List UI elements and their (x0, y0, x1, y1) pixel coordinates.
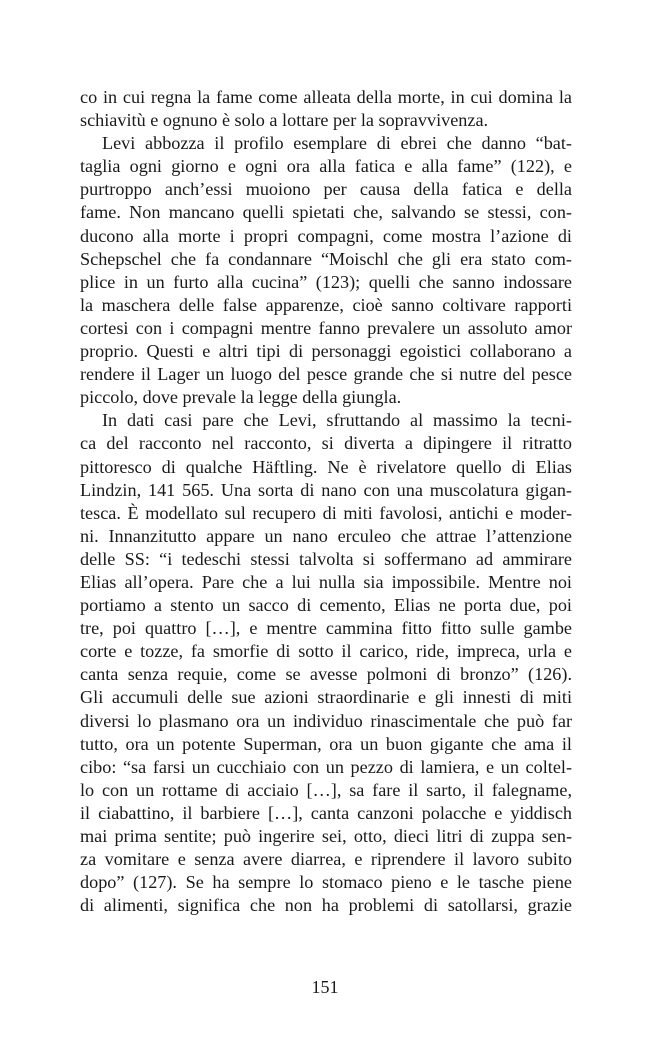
text-line: di alimenti, significa che non ha problemi di satollarsi, grazie (80, 895, 572, 916)
text-line: piccolo, dove prevale la legge della giungla. (80, 387, 402, 408)
text-line: Elias all’opera. Pare che a lui nulla sia impossibile. Mentre noi (80, 571, 572, 592)
text-line: plice in un furto alla cucina” (123); quelli che sanno indossare (80, 271, 572, 292)
text-line: pittoresco di qualche Häftling. Ne è rivelatore quello di Elias (80, 456, 572, 477)
text-line: tre, poi quattro […], e mentre cammina fitto fitto sulle gambe (80, 618, 572, 639)
text-line: lo con un rottame di acciaio […], sa fare il sarto, il falegname, (80, 779, 572, 800)
text-line: proprio. Questi e altri tipi di personaggi egoistici collaborano a (80, 341, 572, 362)
text-line: co in cui regna la fame come alleata della morte, in cui domina la (80, 87, 572, 107)
text-line: purtroppo anch’essi muoiono per causa della fatica e della (80, 179, 572, 200)
text-line: ca del racconto nel racconto, si diverta a dipingere il ritratto (80, 433, 572, 454)
text-line: Gli accumuli delle sue azioni straordinarie e gli innesti di miti (80, 687, 572, 708)
text-line: Lindzin, 141 565. Una sorta di nano con una muscolatura gigan- (80, 479, 572, 500)
page-number: 151 (311, 977, 339, 997)
text-line: mai prima sentite; può ingerire sei, otto, dieci litri di zuppa sen- (80, 826, 572, 846)
text-line: portiamo a stento un sacco di cemento, Elias ne porta due, poi (80, 595, 572, 616)
text-line: ducono alla morte i propri compagni, come mostra l’azione di (80, 225, 572, 246)
text-line: dopo” (127). Se ha sempre lo stomaco pieno e le tasche piene (80, 872, 572, 893)
text-line: canta senza requie, come se avesse polmoni di bronzo” (126). (80, 664, 572, 685)
text-line: taglia ogni giorno e ogni ora alla fatica e alla fame” (122), e (80, 156, 572, 177)
text-line: schiavitù e ognuno è solo a lottare per la sopravvivenza. (80, 110, 489, 131)
text-line: cibo: “sa farsi un cucchiaio con un pezzo di lamiera, e un coltel- (80, 756, 572, 777)
text-line: cortesi con i compagni mentre fanno prevalere un assoluto amor (80, 317, 572, 338)
body-text (80, 86, 572, 917)
text-line: In dati casi pare che Levi, sfruttando al massimo la tecni- (102, 410, 572, 431)
text-line: tesca. È modellato sul recupero di miti favolosi, antichi e moder- (80, 502, 572, 523)
text-line: corte e tozze, fa smorfie di sotto il carico, ride, impreca, urla e (80, 641, 572, 662)
text-line: tutto, ora un potente Superman, ora un buon gigante che ama il (80, 733, 572, 754)
text-line: ni. Innanzitutto appare un nano erculeo che attrae l’attenzione (80, 525, 572, 546)
text-line: il ciabattino, il barbiere […], canta canzoni polacche e yiddisch (80, 802, 572, 823)
text-line: rendere il Lager un luogo del pesce grande che si nutre del pesce (80, 364, 572, 385)
text-line: la maschera delle false apparenze, cioè sanno coltivare rapporti (80, 294, 572, 315)
text-line: delle SS: “i tedeschi stessi talvolta si soffermano ad ammirare (80, 548, 572, 569)
text-line: Levi abbozza il profilo esemplare di ebrei che danno “bat- (102, 133, 572, 154)
text-line: Schepschel che fa condannare “Moischl che gli era stato com- (80, 248, 572, 269)
text-line: fame. Non mancano quelli spietati che, salvando se stessi, con- (80, 202, 572, 223)
text-line: diversi lo plasmano ora un individuo rinascimentale che può far (80, 710, 572, 731)
text-line: za vomitare e senza avere diarrea, e riprendere il lavoro subito (80, 849, 572, 870)
